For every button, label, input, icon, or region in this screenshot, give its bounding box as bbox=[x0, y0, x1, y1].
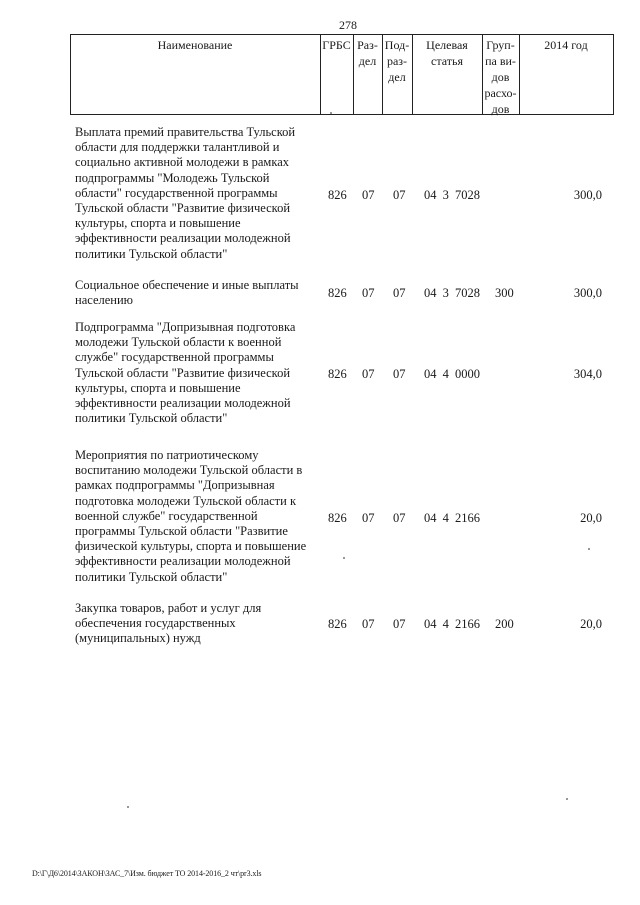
row-celevaya: 04 3 7028 bbox=[424, 188, 480, 202]
row-grbs: 826 bbox=[328, 188, 347, 202]
page-number: 278 bbox=[339, 18, 357, 32]
row-celevaya: 04 3 7028 bbox=[424, 286, 480, 300]
header-celevaya: Целевая статья bbox=[426, 38, 468, 68]
row-name: Закупка товаров, работ и услуг для обеспечения государственных (муниципальных) нужд bbox=[75, 601, 262, 646]
scan-speck bbox=[343, 557, 345, 559]
row-sum: 20,0 bbox=[580, 511, 602, 525]
header-name: Наименование bbox=[157, 38, 233, 52]
scan-speck bbox=[588, 548, 590, 550]
row-gruppa: 200 bbox=[495, 617, 514, 631]
row-sum: 300,0 bbox=[573, 286, 602, 300]
table-header bbox=[70, 34, 614, 115]
row-sum: 20,0 bbox=[580, 617, 602, 631]
row-name: Социальное обеспечение и иные выплаты населению bbox=[75, 278, 299, 308]
row-name: Выплата премий правительства Тульской области для поддержки талантливой и социально активной молодежи в рамках подпрограммы "Молодежь Тульской области" государственной программы Тульской области "Развитие физической культуры, спорта и повышение эффективности реализации молодежной политики Тульской области" bbox=[75, 125, 296, 261]
row-razdel: 07 bbox=[362, 617, 375, 631]
scan-speck bbox=[566, 798, 568, 800]
scan-speck bbox=[127, 806, 129, 808]
row-sum: 304,0 bbox=[573, 367, 602, 381]
header-grbs: ГРБС bbox=[322, 38, 351, 52]
header-year: 2014 год bbox=[544, 38, 588, 52]
row-sum: 300,0 bbox=[573, 188, 602, 202]
row-celevaya: 04 4 2166 bbox=[424, 617, 480, 631]
scan-speck bbox=[330, 112, 332, 114]
row-name: Мероприятия по патриотическому воспитанию молодежи Тульской области в рамках подпрограммы "Допризывная подготовка молодежи Тульской области к военной службе" государственной программы Тульской области "Развитие физической культуры, спорта и повышение эффективности реализации молодежной политики Тульской области" bbox=[75, 448, 307, 584]
row-grbs: 826 bbox=[328, 286, 347, 300]
row-celevaya: 04 4 0000 bbox=[424, 367, 480, 381]
row-podrazdel: 07 bbox=[393, 286, 406, 300]
row-grbs: 826 bbox=[328, 367, 347, 381]
row-razdel: 07 bbox=[362, 286, 375, 300]
row-gruppa: 300 bbox=[495, 286, 514, 300]
header-razdel: Раз- дел bbox=[357, 38, 378, 68]
row-razdel: 07 bbox=[362, 188, 375, 202]
header-podrazdel: Под- раз- дел bbox=[384, 38, 410, 84]
row-podrazdel: 07 bbox=[393, 188, 406, 202]
row-podrazdel: 07 bbox=[393, 367, 406, 381]
row-razdel: 07 bbox=[362, 367, 375, 381]
row-podrazdel: 07 bbox=[393, 617, 406, 631]
row-grbs: 826 bbox=[328, 617, 347, 631]
file-path-footer: D:\Г\Д6\2014\ЗАКОН\ЗАС_7\Изм. бюджет ТО 2014-2016_2 чт\pr3.xls bbox=[32, 869, 262, 878]
row-razdel: 07 bbox=[362, 511, 375, 525]
header-gruppa: Груп- па ви- дов расхо- дов bbox=[484, 38, 517, 116]
row-podrazdel: 07 bbox=[393, 511, 406, 525]
row-grbs: 826 bbox=[328, 511, 347, 525]
row-celevaya: 04 4 2166 bbox=[424, 511, 480, 525]
row-name: Подпрограмма "Допризывная подготовка молодежи Тульской области к военной службе" государственной программы Тульской области "Развитие физической культуры, спорта и повышение эффективности реализации молодежной политики Тульской области" bbox=[75, 320, 296, 426]
